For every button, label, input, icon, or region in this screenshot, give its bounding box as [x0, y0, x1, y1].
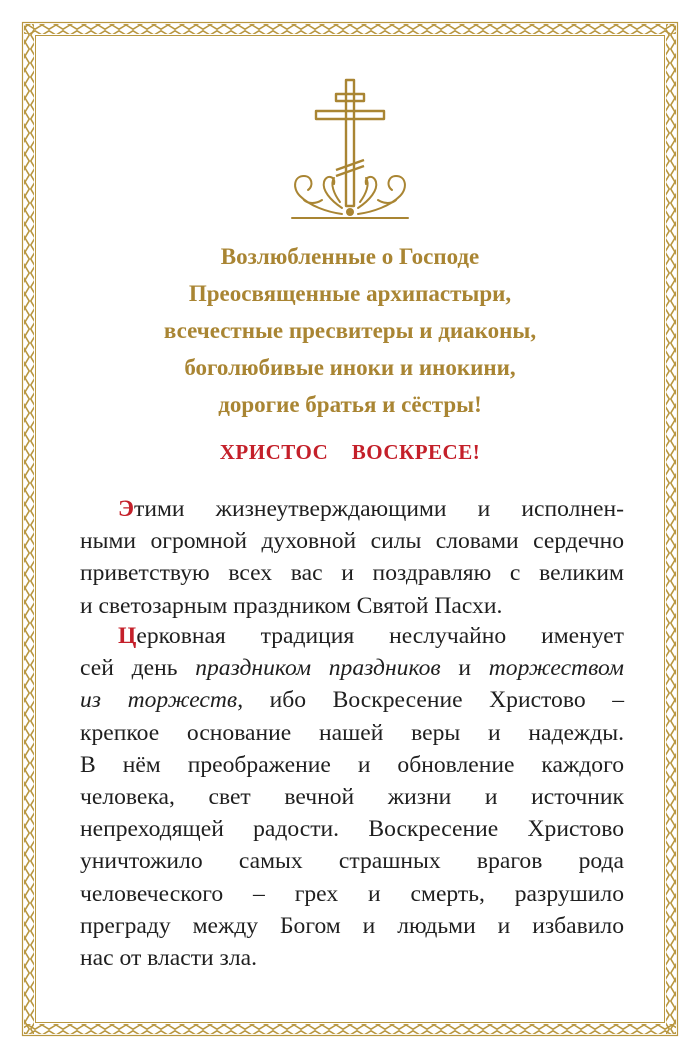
paragraph-1: [80, 493, 624, 622]
drop-initial: Э: [118, 496, 135, 522]
line-text: ерковная традиция неслучайно именует: [136, 623, 624, 649]
orthodox-cross-icon: [282, 78, 418, 222]
italic-phrase: из торжеств: [80, 687, 238, 714]
greeting-line: всечестные пресвитеры и диаконы,: [163, 318, 537, 343]
line-text: тими жизнеутверждающими и исполнен-: [134, 496, 624, 522]
paragraph-line: В нём преображение и обновление каждого: [80, 751, 624, 778]
paragraph-line: преграду между Богом и людьми и избавило: [80, 912, 624, 939]
greeting-line: Преосвященные архипастыри,: [188, 281, 512, 306]
line-text: сей день: [80, 655, 196, 682]
paragraph-line: [80, 620, 624, 652]
line-text: , ибо Воскресение Христово –: [237, 687, 625, 714]
italic-phrase: праздником праздников: [195, 655, 441, 682]
greeting-line: дорогие братья и сёстры!: [218, 392, 482, 417]
paragraph-line: человеческого – грех и смерть, разрушило: [80, 880, 624, 907]
paragraph-line: [80, 493, 624, 525]
italic-phrase: торжеством: [488, 655, 624, 682]
paragraph-line: нас от власти зла.: [80, 945, 258, 972]
paragraph-line: [80, 652, 624, 684]
paragraph-line: и светозарным праздником Святой Пасхи.: [80, 592, 503, 619]
paragraph-line: [80, 684, 624, 716]
paragraph-line: ными огромной духовной силы словами сердечно: [80, 528, 624, 555]
greeting-line: Возлюбленные о Господе: [220, 244, 480, 269]
paschal-greeting-heading: ХРИСТОС ВОСКРЕСЕ!: [219, 440, 481, 464]
paragraph-line: крепкое основание нашей веры и надежды.: [80, 719, 624, 746]
paragraph-2: [80, 620, 624, 974]
greeting-line: боголюбивые иноки и инокини,: [184, 355, 516, 380]
paragraph-line: уничтожило самых страшных врагов рода: [80, 848, 624, 875]
greeting-address: [80, 238, 620, 423]
drop-initial: Ц: [118, 623, 137, 649]
paragraph-line: приветствую всех вас и поздравляю с великим: [80, 560, 624, 587]
paragraph-line: человека, свет вечной жизни и источник: [80, 784, 624, 811]
line-text: и: [440, 655, 489, 682]
paragraph-line: непреходящей радости. Воскресение Христово: [80, 816, 624, 843]
